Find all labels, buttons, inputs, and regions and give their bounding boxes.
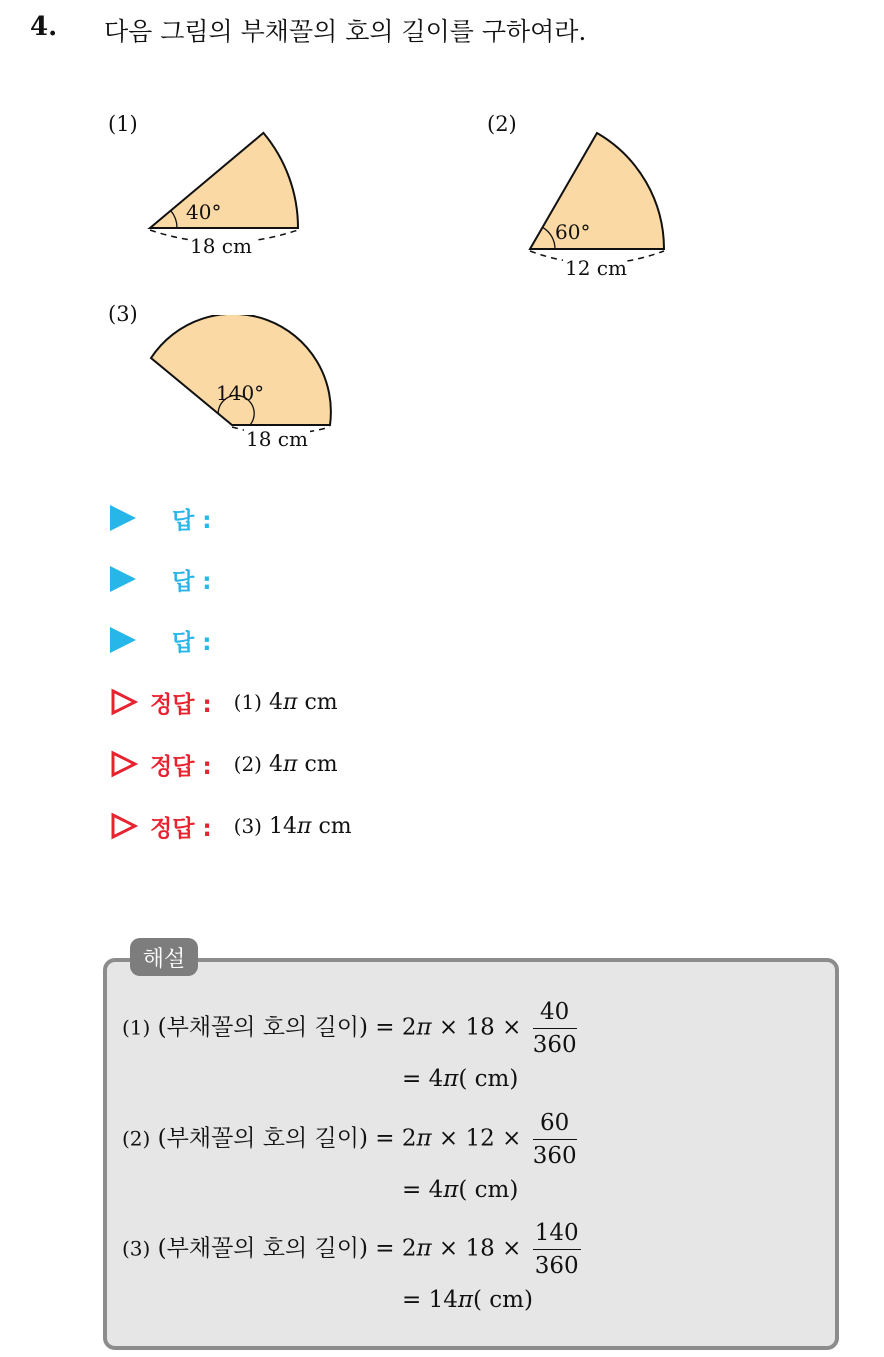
solution-lhs: (부채꼴의 호의 길이) <box>157 1235 368 1262</box>
value-number: 14 <box>269 813 297 839</box>
pi-symbol: π <box>416 1125 432 1152</box>
answer-blank-1[interactable] <box>110 498 211 538</box>
result-value: = 14 <box>402 1287 458 1313</box>
play-outline-icon <box>110 812 138 840</box>
fraction-denominator: 360 <box>532 1032 577 1058</box>
answer-blank-2[interactable] <box>110 559 211 599</box>
correct-label: 정답 : <box>150 753 212 780</box>
radius-label: 18 cm <box>246 427 308 451</box>
solution-result-3 <box>402 1287 533 1313</box>
answer-label: 답 : <box>172 507 212 534</box>
solution-tag: 해설 <box>130 938 198 976</box>
part-label: (2) <box>233 751 262 776</box>
solution-result-2 <box>402 1177 518 1203</box>
solution-line-2 <box>122 1109 577 1170</box>
correct-answer-3 <box>110 806 352 846</box>
answer-label: 답 : <box>172 568 212 595</box>
result-value: = 4 <box>402 1177 444 1203</box>
fraction <box>533 1109 577 1170</box>
expr-rest: × 18 × <box>431 1235 522 1262</box>
expr-start: = 2 <box>375 1014 417 1041</box>
sector-shape <box>150 133 298 228</box>
figure-1-label: (1) <box>108 112 138 136</box>
part-label: (3) <box>233 813 262 838</box>
result-unit: ( cm) <box>458 1177 519 1203</box>
unit: cm <box>311 813 352 839</box>
play-outline-icon <box>110 688 138 716</box>
correct-label: 정답 : <box>150 691 212 718</box>
fraction-denominator: 360 <box>534 1253 579 1279</box>
sector-figure-1 <box>130 120 330 265</box>
result-unit: ( cm) <box>472 1287 533 1313</box>
pi-symbol: π <box>457 1287 473 1313</box>
sector-shape <box>530 133 664 249</box>
correct-answer-2 <box>110 744 338 784</box>
solution-line-1 <box>122 998 577 1059</box>
radius-label: 18 cm <box>190 234 252 258</box>
sector-shape <box>151 315 331 425</box>
expr-rest: × 12 × <box>431 1125 522 1152</box>
pi-symbol: π <box>416 1014 432 1041</box>
value-number: 4 <box>269 751 283 777</box>
figure-2-label: (2) <box>487 112 517 136</box>
value-number: 4 <box>269 689 283 715</box>
angle-label: 60° <box>555 220 591 244</box>
part-label: (1) <box>233 689 262 714</box>
solution-result-1 <box>402 1066 518 1092</box>
angle-label: 140° <box>216 381 265 405</box>
figure-3-label: (3) <box>108 302 138 326</box>
correct-answer-1 <box>110 682 338 722</box>
answer-blank-3[interactable] <box>110 620 211 660</box>
play-icon <box>110 627 136 653</box>
correct-value <box>234 752 338 777</box>
fraction <box>533 1219 581 1280</box>
play-outline-icon <box>110 750 138 778</box>
correct-value <box>234 690 338 715</box>
pi-symbol: π <box>443 1177 459 1203</box>
part-label: (2) <box>122 1126 151 1151</box>
pi-symbol: π <box>283 751 298 777</box>
pi-symbol: π <box>283 689 298 715</box>
sector-figure-3 <box>140 315 350 460</box>
correct-label: 정답 : <box>150 815 212 842</box>
pi-symbol: π <box>297 813 312 839</box>
correct-value <box>234 814 352 839</box>
fraction <box>533 998 577 1059</box>
fraction-numerator: 140 <box>533 1219 581 1250</box>
result-value: = 4 <box>402 1066 444 1092</box>
pi-symbol: π <box>416 1235 432 1262</box>
solution-lhs: (부채꼴의 호의 길이) <box>157 1125 368 1152</box>
expr-rest: × 18 × <box>431 1014 522 1041</box>
result-unit: ( cm) <box>458 1066 519 1092</box>
answer-label: 답 : <box>172 629 212 656</box>
question-text: 다음 그림의 부채꼴의 호의 길이를 구하여라. <box>104 17 587 46</box>
sector-figure-2 <box>515 120 685 285</box>
fraction-numerator: 40 <box>533 998 577 1029</box>
radius-label: 12 cm <box>565 256 627 280</box>
unit: cm <box>297 689 338 715</box>
pi-symbol: π <box>443 1066 459 1092</box>
part-label: (1) <box>122 1015 151 1040</box>
question-number: 4. <box>30 12 58 42</box>
angle-label: 40° <box>186 200 222 224</box>
fraction-numerator: 60 <box>533 1109 577 1140</box>
solution-lhs: (부채꼴의 호의 길이) <box>157 1014 368 1041</box>
part-label: (3) <box>122 1236 151 1261</box>
fraction-denominator: 360 <box>532 1143 577 1169</box>
expr-start: = 2 <box>375 1125 417 1152</box>
play-icon <box>110 505 136 531</box>
solution-line-3 <box>122 1219 581 1280</box>
expr-start: = 2 <box>375 1235 417 1262</box>
play-icon <box>110 566 136 592</box>
unit: cm <box>297 751 338 777</box>
